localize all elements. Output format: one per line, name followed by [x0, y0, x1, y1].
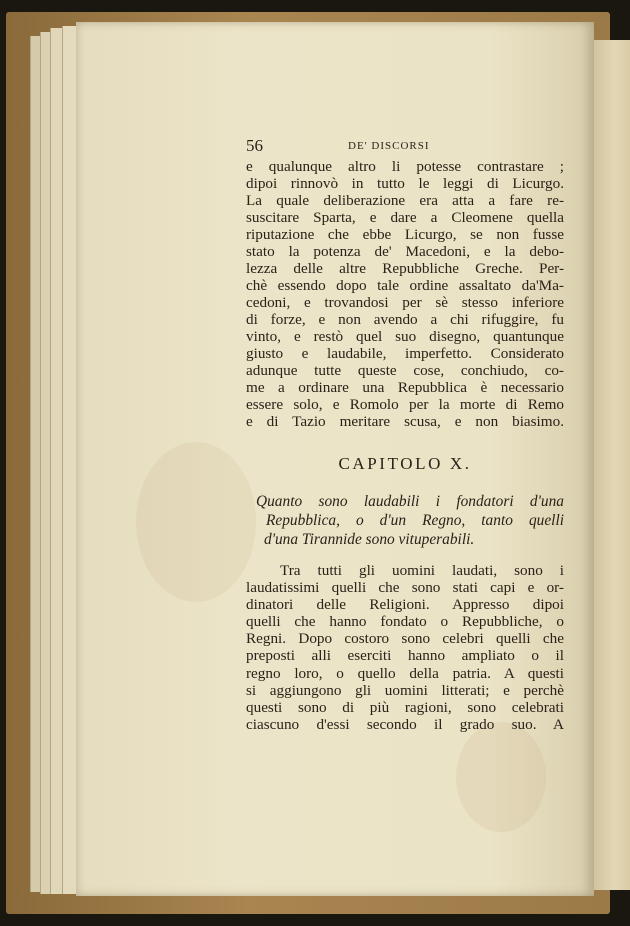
subtitle-line: d'una Tirannide sono vituperabili.: [264, 531, 475, 548]
text-line: vinto, e restò quel suo disegno, quantunque: [246, 328, 564, 345]
paragraph-line: laudatissimi quelli che sono stati capi e or-: [246, 579, 564, 597]
text-line: giusto e laudabile, imperfetto. Considerato: [246, 345, 564, 362]
text-line: cedoni, e trovandosi per sè stesso inferiore: [246, 294, 564, 311]
paragraph-line: preposti alli eserciti hanno ampliato o il: [246, 647, 564, 665]
paragraph-line: si aggiungono gli uomini litterati; e perchè: [246, 681, 564, 699]
chapter-subtitle: [256, 492, 564, 549]
paragraph-line: questi sono di più ragioni, sono celebrati: [246, 698, 564, 716]
text-line: di forze, e non avendo a chi rifuggire, fu: [246, 311, 564, 328]
text-line: stato la potenza de' Macedoni, e la debo-: [246, 243, 564, 260]
subtitle-line: Quanto sono laudabili i fondatori d'una: [256, 493, 564, 510]
paragraph-line: dinatori delle Religioni. Appresso dipoi: [246, 596, 564, 614]
paper-stain: [136, 442, 256, 602]
page-number: 56: [246, 136, 263, 155]
text-line: lezza delle altre Repubbliche Greche. Per-: [246, 260, 564, 277]
chapter-heading: CAPITOLO X.: [338, 454, 472, 473]
paragraph-line: Regni. Dopo costoro sono celebri quelli che: [246, 630, 564, 648]
subtitle-line: Repubblica, o d'un Regno, tanto quelli: [266, 512, 564, 529]
text-line: riputazione che ebbe Licurgo, se non fusse: [246, 226, 564, 243]
text-line: adunque tutte queste cose, conchiudo, co-: [246, 362, 564, 379]
page-header: [246, 136, 564, 158]
facing-page-edge: [588, 40, 630, 890]
text-line: me a ordinare una Repubblica è necessario: [246, 379, 564, 396]
paragraph-line: Tra tutti gli uomini laudati, sono i: [280, 562, 564, 579]
paper-stain: [456, 722, 546, 832]
paragraph-line: regno loro, o quello della patria. A questi: [246, 664, 564, 682]
paragraph-line: quelli che hanno fondato o Repubbliche, o: [246, 613, 564, 631]
text-line: chè essendo dopo tale ordine assaltato da'Ma-: [246, 277, 564, 294]
text-line: La quale deliberazione era atta a fare re-: [246, 192, 564, 209]
book-page: [76, 22, 594, 896]
body-text: [246, 158, 564, 430]
text-line: dipoi rinnovò in tutto le leggi di Licurgo.: [246, 175, 564, 192]
text-line: e qualunque altro li potesse contrastare ;: [246, 158, 564, 175]
text-line: suscitare Sparta, e dare a Cleomene quella: [246, 209, 564, 226]
text-line: essere solo, e Romolo per la morte di Remo: [246, 396, 564, 413]
paragraph-line: ciascuno d'essi secondo il grado suo. A: [246, 715, 564, 733]
text-line: e di Tazio meritare scusa, e non biasimo.: [246, 413, 564, 430]
chapter-paragraph: [246, 562, 564, 733]
running-head: DE' DISCORSI: [348, 140, 430, 152]
